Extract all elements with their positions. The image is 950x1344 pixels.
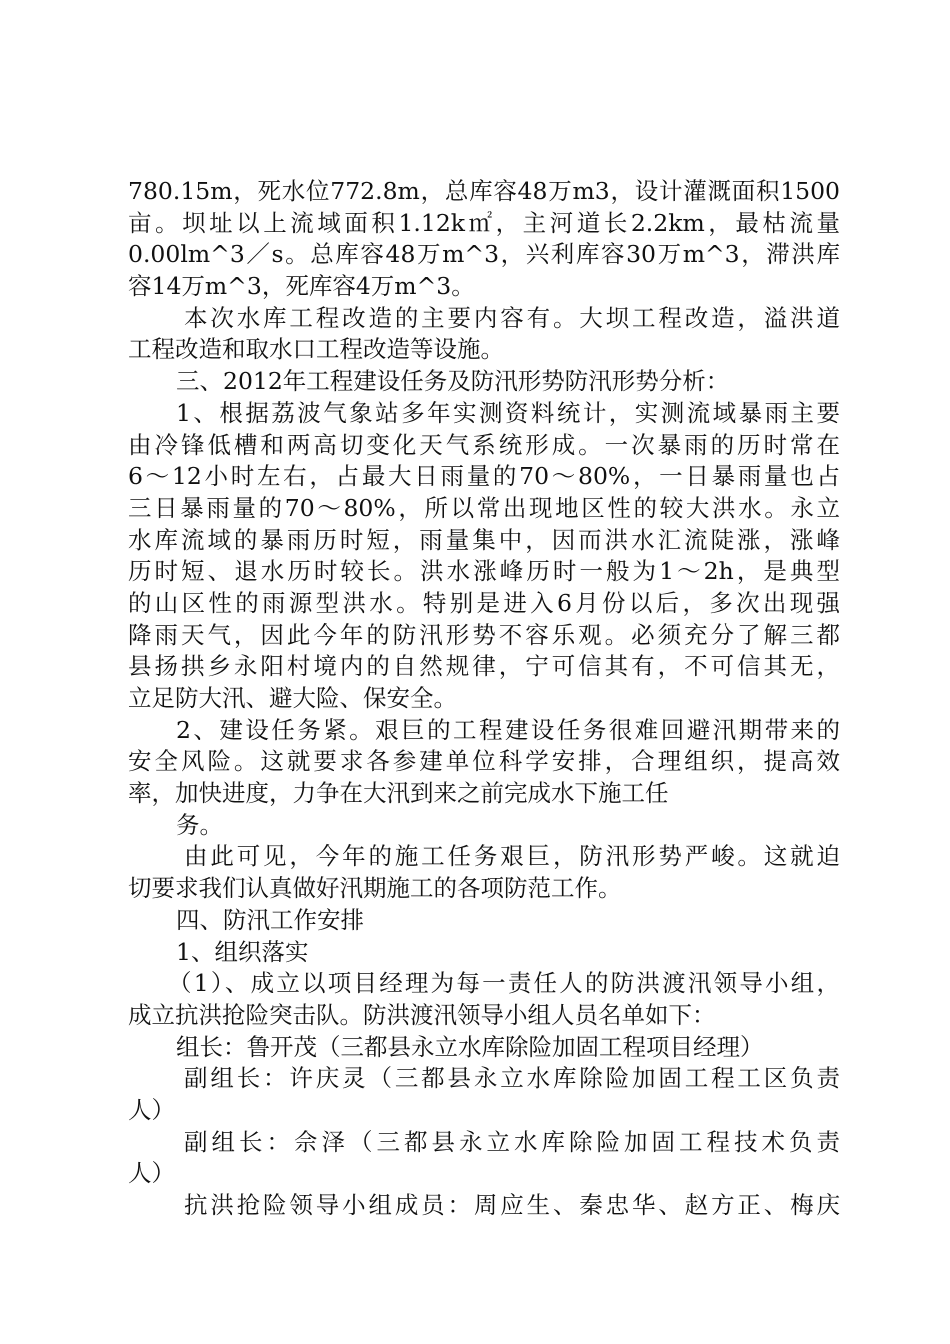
text-line: 容14万m^3，死库容4万m^3。 [128, 272, 475, 301]
text-line: 780.15m，死水位772.8m，总库容48万m3，设计灌溉面积1500 [128, 177, 840, 205]
text-line: 县扬拱乡永阳村境内的自然规律，宁可信其有，不可信其无， [128, 652, 840, 681]
text-line: 亩。坝址以上流域面积1.12k㎡，主河道长2.2km，最枯流量 [128, 208, 840, 237]
text-line: 副组长：许庆灵（三都县永立水库除险加固工程工区负责 [184, 1064, 840, 1093]
text-line: 组长：鲁开茂（三都县永立水库除险加固工程项目经理） [176, 1032, 764, 1061]
text-line: 安全风险。这就要求各参建单位科学安排，合理组织，提高效 [128, 747, 840, 776]
text-line: 降雨天气，因此今年的防汛形势不容乐观。必须充分了解三都 [128, 620, 840, 649]
subsection-heading: 1、组织落实 [176, 937, 309, 966]
text-line: 由此可见，今年的施工任务艰巨，防汛形势严峻。这就迫 [184, 842, 840, 871]
text-line: 0.00lm^3／s。总库容48万m^3，兴利库容30万m^3，滞洪库 [128, 240, 840, 269]
text-line: 抗洪抢险领导小组成员：周应生、秦忠华、赵方正、梅庆 [184, 1191, 840, 1219]
text-line: 由冷锋低槽和两高切变化天气系统形成。一次暴雨的历时常在 [128, 430, 840, 459]
text-line: 务。 [176, 810, 223, 839]
text-line: 立足防大汛、避大险、保安全。 [128, 684, 457, 712]
text-line: 本次水库工程改造的主要内容有。大坝工程改造，溢洪道 [184, 303, 840, 332]
text-line: 6～12小时左右，占最大日雨量的70～80%，一日暴雨量也占 [128, 462, 840, 491]
document-body [128, 176, 840, 1222]
text-line: 成立抗洪抢险突击队。防洪渡汛领导小组人员名单如下： [128, 1000, 716, 1029]
text-line: 人） [128, 1159, 175, 1188]
text-line: 水库流域的暴雨历时短，雨量集中，因而洪水汇流陡涨，涨峰 [128, 525, 840, 554]
text-line: （1）、成立以项目经理为每一责任人的防洪渡汛领导小组， [168, 969, 840, 998]
text-line: 率，加快进度，力争在大汛到来之前完成水下施工任 [128, 779, 669, 808]
text-line: 历时短、退水历时较长。洪水涨峰历时一般为1～2h，是典型 [128, 557, 840, 586]
text-line: 2、建设任务紧。艰巨的工程建设任务很难回避汛期带来的 [176, 715, 840, 744]
text-line: 人） [128, 1095, 175, 1124]
text-line: 三日暴雨量的70～80%，所以常出现地区性的较大洪水。永立 [128, 493, 840, 522]
text-line: 的山区性的雨源型洪水。特别是进入6月份以后，多次出现强 [128, 588, 840, 617]
section-heading: 三、2012年工程建设任务及防汛形势防汛形势分析： [176, 367, 730, 396]
section-heading: 四、防汛工作安排 [176, 905, 364, 934]
text-line: 工程改造和取水口工程改造等设施。 [128, 335, 504, 364]
text-line: 副组长：佘泽（三都县永立水库除险加固工程技术负责 [184, 1127, 840, 1156]
text-line: 1、根据荔波气象站多年实测资料统计，实测流域暴雨主要 [176, 398, 840, 427]
text-line: 切要求我们认真做好汛期施工的各项防范工作。 [128, 874, 622, 903]
